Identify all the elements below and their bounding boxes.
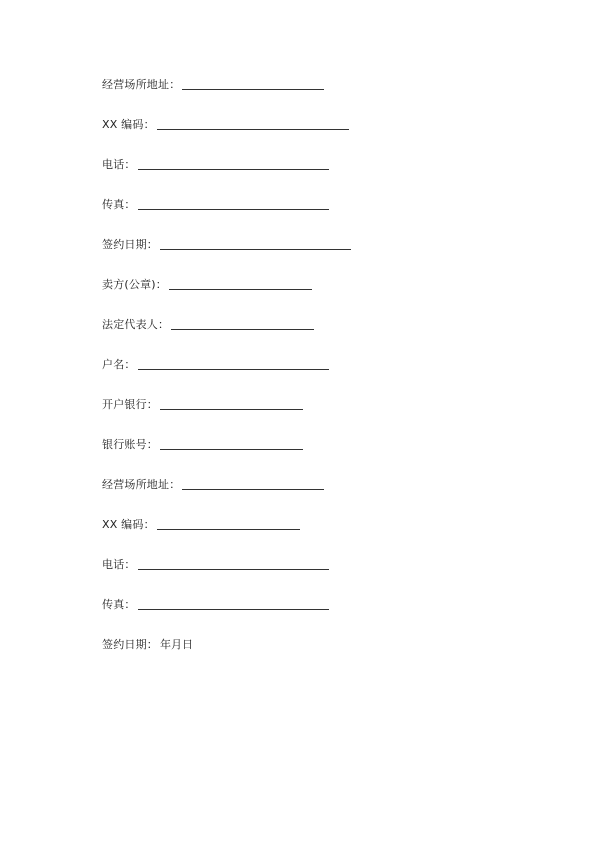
account-no-field [102, 434, 303, 454]
address-blank[interactable] [182, 89, 324, 90]
sign-date-value: 年月日 [160, 638, 193, 651]
postcode-label: XX 编码： [102, 518, 155, 531]
legal-rep-field [102, 314, 314, 334]
fax-field-2 [102, 594, 329, 614]
phone-field-2 [102, 554, 329, 574]
fax-field-1 [102, 194, 329, 214]
party-seal-label: 卖方(公章)： [102, 278, 167, 291]
phone-label: 电话： [102, 158, 136, 171]
fax-label: 传真： [102, 198, 136, 211]
sign-date-field-2 [102, 634, 193, 654]
sign-date-label: 签约日期： [102, 638, 158, 651]
phone-blank[interactable] [138, 569, 329, 570]
phone-blank[interactable] [138, 169, 329, 170]
fax-blank[interactable] [138, 609, 329, 610]
bank-label: 开户银行： [102, 398, 158, 411]
legal-rep-blank[interactable] [171, 329, 314, 330]
postcode-field-1 [102, 114, 349, 134]
fax-blank[interactable] [138, 209, 329, 210]
postcode-blank[interactable] [157, 529, 300, 530]
address-label: 经营场所地址： [102, 478, 181, 491]
account-no-blank[interactable] [160, 449, 303, 450]
account-name-field [102, 354, 329, 374]
account-name-label: 户名： [102, 358, 136, 371]
address-blank[interactable] [182, 489, 324, 490]
account-name-blank[interactable] [138, 369, 329, 370]
address-field-1 [102, 74, 324, 94]
bank-field [102, 394, 303, 414]
party-seal-blank[interactable] [169, 289, 312, 290]
sign-date-blank[interactable] [160, 249, 351, 250]
bank-blank[interactable] [160, 409, 303, 410]
postcode-blank[interactable] [157, 129, 349, 130]
account-no-label: 银行账号： [102, 438, 158, 451]
fax-label: 传真： [102, 598, 136, 611]
postcode-field-2 [102, 514, 300, 534]
legal-rep-label: 法定代表人： [102, 318, 170, 331]
address-label: 经营场所地址： [102, 78, 181, 91]
sign-date-label: 签约日期： [102, 238, 158, 251]
address-field-2 [102, 474, 324, 494]
party-seal-field [102, 274, 312, 294]
sign-date-field-1 [102, 234, 351, 254]
phone-label: 电话： [102, 558, 136, 571]
phone-field-1 [102, 154, 329, 174]
postcode-label: XX 编码： [102, 118, 155, 131]
